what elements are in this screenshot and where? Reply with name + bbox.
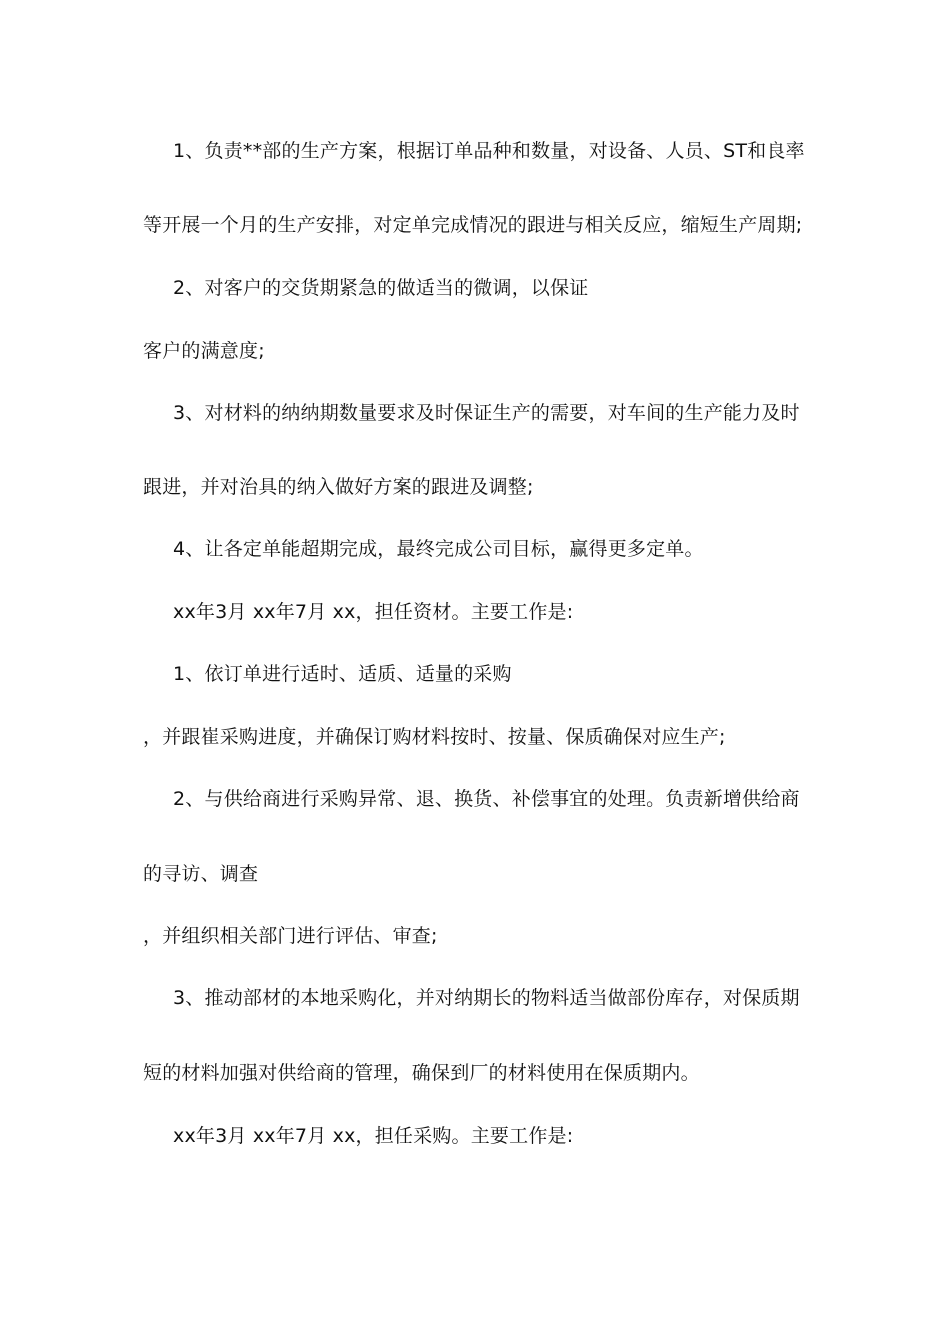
paragraph-line: ，并跟崔采购进度，并确保订购材料按时、按量、保质确保对应生产;: [143, 726, 726, 748]
paragraph-line: 4、让各定单能超期完成，最终完成公司目标，赢得更多定单。: [173, 538, 704, 560]
paragraph-line: ，并组织相关部门进行评估、审查;: [143, 925, 438, 947]
paragraph-line: 2、与供给商进行采购异常、退、换货、补偿事宜的处理。负责新增供给商: [173, 788, 800, 810]
paragraph-line: 跟进，并对治具的纳入做好方案的跟进及调整;: [143, 476, 534, 498]
paragraph-line: xx年3月 xx年7月 xx，担任资材。主要工作是:: [173, 601, 574, 623]
paragraph-line: 客户的满意度;: [143, 340, 265, 362]
paragraph-line: 短的材料加强对供给商的管理，确保到厂的材料使用在保质期内。: [143, 1062, 700, 1084]
paragraph-line: 等开展一个月的生产安排，对定单完成情况的跟进与相关反应，缩短生产周期;: [143, 214, 803, 236]
paragraph-line: xx年3月 xx年7月 xx，担任采购。主要工作是:: [173, 1125, 574, 1147]
paragraph-line: 1、依订单进行适时、适质、适量的采购: [173, 663, 512, 685]
paragraph-line: 3、推动部材的本地采购化，并对纳期长的物料适当做部份库存，对保质期: [173, 987, 800, 1009]
paragraph-line: 的寻访、调查: [143, 863, 259, 885]
paragraph-line: 3、对材料的纳纳期数量要求及时保证生产的需要，对车间的生产能力及时: [173, 402, 800, 424]
paragraph-line: 2、对客户的交货期紧急的做适当的微调，以保证: [173, 277, 589, 299]
paragraph-line: 1、负责**部的生产方案，根据订单品种和数量，对设备、人员、ST和良率: [173, 140, 805, 162]
